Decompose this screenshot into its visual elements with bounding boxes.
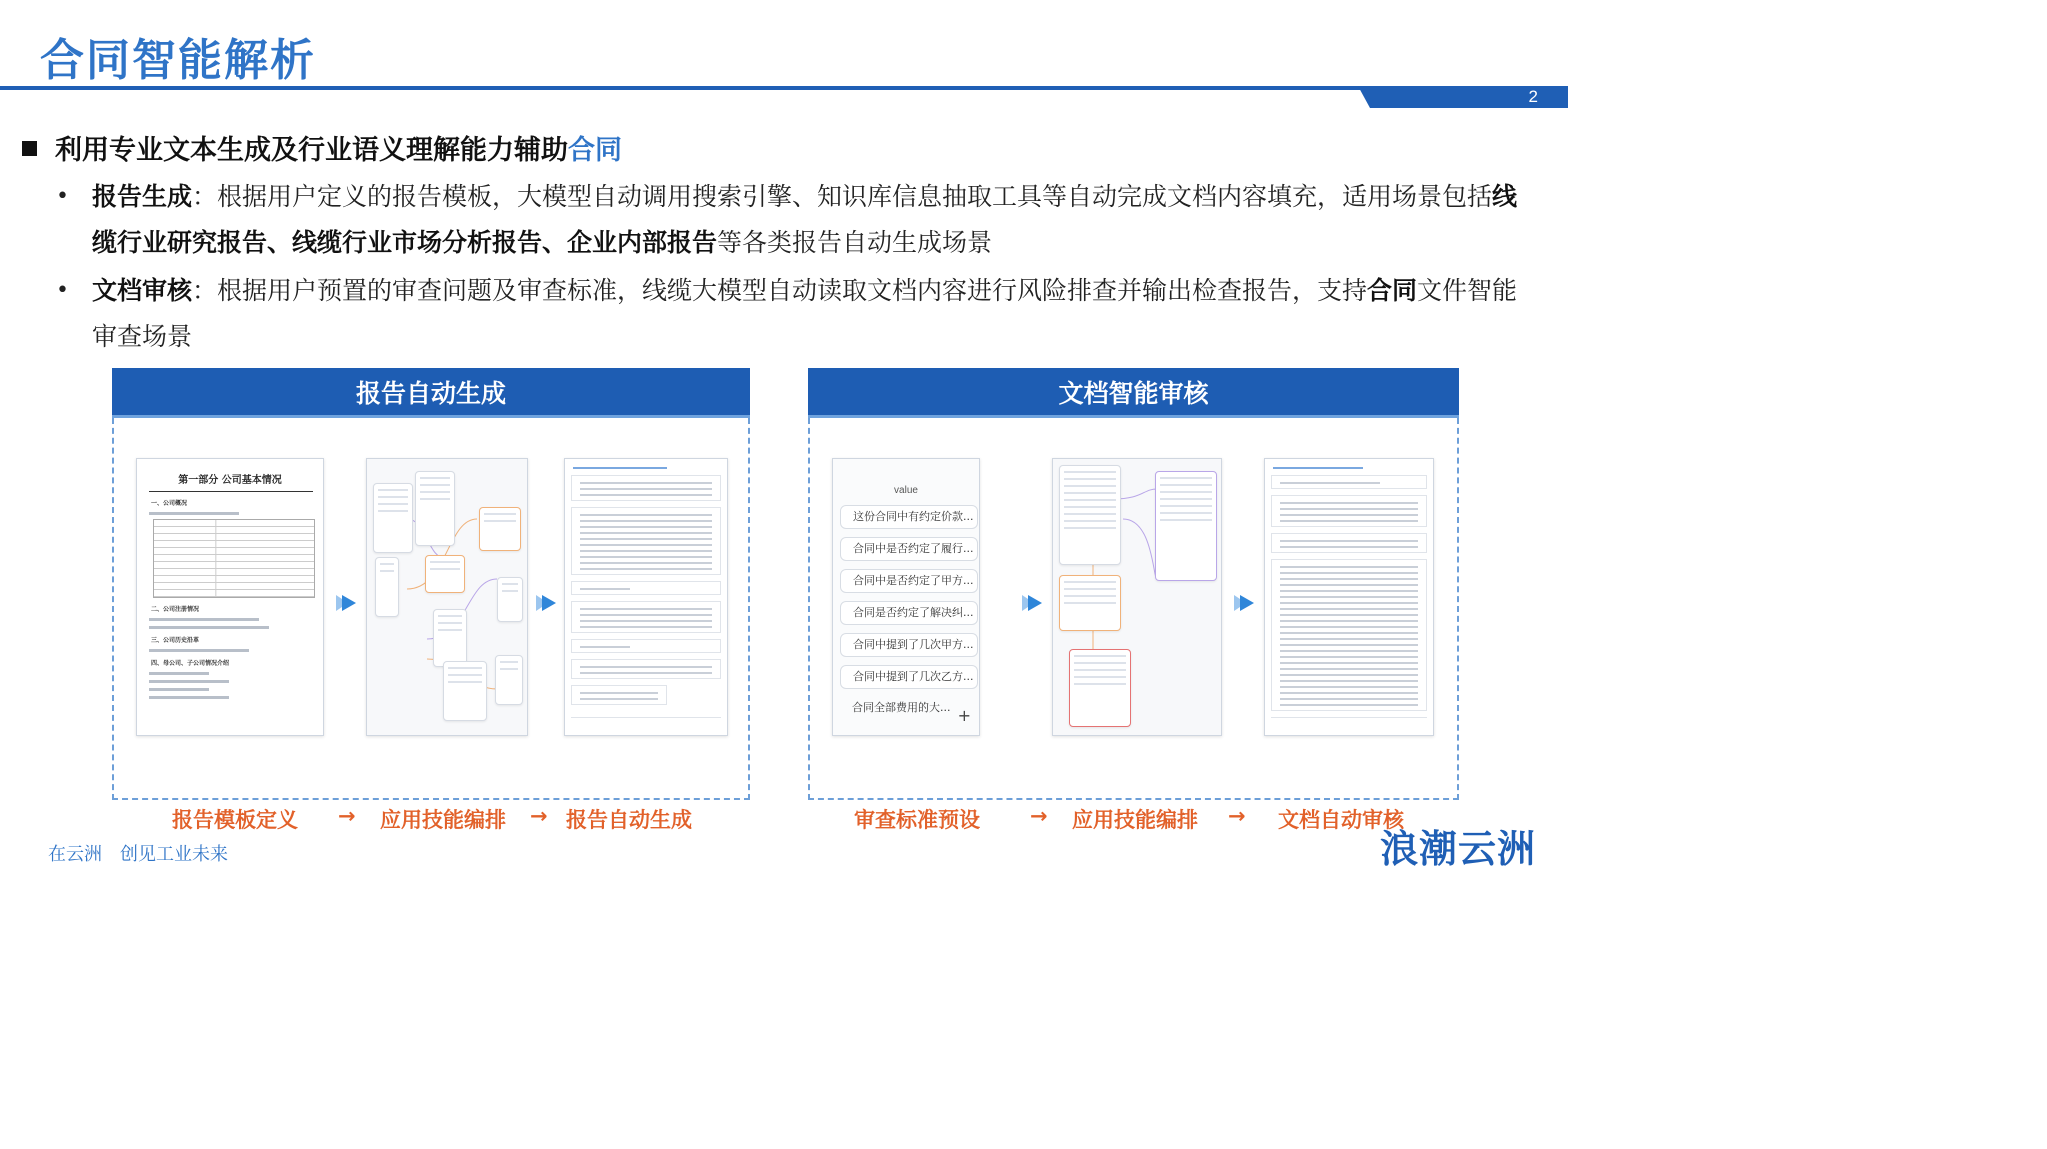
report-output-screenshot <box>564 458 728 736</box>
output-block <box>571 581 721 595</box>
flow-arrow-icon <box>1020 591 1044 615</box>
skill-orchestration-screenshot <box>1052 458 1222 736</box>
doc-table-row <box>154 562 314 569</box>
bullet-term: 报告生成 <box>92 182 193 211</box>
value-item[interactable]: 合同中提到了几次甲方... <box>840 633 978 657</box>
report-template-screenshot <box>136 458 324 736</box>
flow-node <box>1059 465 1121 565</box>
panel-body <box>112 418 750 832</box>
bullet-dot-icon: • <box>56 184 69 209</box>
bullet-bold: 线缆行业研究报告、线缆行业市场分析报告、企业内部报告 <box>92 182 1518 257</box>
page-number: 2 <box>1528 87 1538 106</box>
step-arrow: → <box>1030 804 1048 828</box>
section-heading <box>22 128 622 167</box>
flow-arrow-icon <box>1232 591 1256 615</box>
doc-table-row <box>154 548 314 555</box>
output-header-line <box>573 467 667 469</box>
slogan-part: 创见工业未来 <box>120 844 228 865</box>
skill-orchestration-screenshot <box>366 458 528 736</box>
flow-node <box>373 483 413 553</box>
flow-node <box>1155 471 1217 581</box>
output-block <box>571 475 721 501</box>
bullet-text-end: 等各类报告自动生成场景 <box>717 228 993 257</box>
flow-arrow-icon <box>334 591 358 615</box>
report-generation-panel <box>112 368 750 832</box>
panel-title: 文档智能审核 <box>808 368 1459 418</box>
panel-title: 报告自动生成 <box>112 368 750 418</box>
doc-text-line <box>149 696 229 699</box>
flow-node <box>425 555 465 593</box>
doc-text-line <box>149 688 209 691</box>
doc-text-line <box>149 680 229 683</box>
doc-table-row <box>154 527 314 534</box>
doc-table-row <box>154 520 314 527</box>
doc-title: 第一部分 公司基本情况 <box>178 475 282 486</box>
flow-node <box>1059 575 1121 631</box>
step-caption-2: 应用技能编排 <box>380 808 506 832</box>
output-block <box>571 601 721 633</box>
doc-text-line <box>149 626 269 629</box>
value-item[interactable]: 合同中是否约定了履行... <box>840 537 978 561</box>
footer-slogan <box>48 840 246 866</box>
doc-table-row <box>154 555 314 562</box>
add-icon[interactable]: + <box>957 706 971 725</box>
title-divider <box>0 86 1568 90</box>
output-block <box>571 639 721 653</box>
value-item[interactable]: 这份合同中有约定价款... <box>840 505 978 529</box>
bullet-report-generation <box>56 174 1532 266</box>
heading-text: 利用专业文本生成及行业语义理解能力辅助 <box>55 135 568 166</box>
document-review-panel <box>808 368 1459 832</box>
flow-node <box>495 655 523 705</box>
chat-input-bar <box>571 717 721 729</box>
value-item[interactable]: 合同是否约定了解决纠... <box>840 601 978 625</box>
doc-section: 一、公司概况 <box>151 500 188 507</box>
flow-node <box>1069 649 1131 727</box>
doc-table <box>153 519 315 598</box>
doc-section: 四、母公司、子公司情况介绍 <box>151 660 230 667</box>
value-item[interactable]: 合同中提到了几次乙方... <box>840 665 978 689</box>
panel-body <box>808 418 1459 832</box>
doc-text-line <box>149 672 209 675</box>
bullet-document-review <box>56 268 1532 360</box>
square-bullet-icon <box>22 141 37 156</box>
step-arrow: → <box>338 804 356 828</box>
output-block <box>1271 533 1427 553</box>
review-output-screenshot <box>1264 458 1434 736</box>
doc-text-line <box>149 618 259 621</box>
bullet-text: ：根据用户定义的报告模板，大模型自动调用搜索引擎、知识库信息抽取工具等自动完成文档内容填充，适用场景包括 <box>192 182 1493 211</box>
output-header-line <box>1273 467 1363 469</box>
doc-table-row <box>154 569 314 576</box>
doc-table-row <box>154 583 314 590</box>
doc-table-row <box>154 576 314 583</box>
slide-title: 合同智能解析 <box>40 35 316 86</box>
bullet-dot-icon: • <box>56 278 69 303</box>
flow-node <box>497 577 523 622</box>
bullet-text-end: 文件智能审查场景 <box>92 276 1518 351</box>
flow-node <box>375 557 399 617</box>
doc-table-row <box>154 541 314 548</box>
doc-text-line <box>149 649 249 652</box>
flow-node <box>479 507 521 551</box>
flow-arrow-icon <box>534 591 558 615</box>
flow-node <box>433 609 467 667</box>
step-arrow: → <box>530 804 548 828</box>
step-caption-3: 报告自动生成 <box>566 808 692 832</box>
flow-node <box>443 661 487 721</box>
doc-section: 三、公司历史沿革 <box>151 637 200 644</box>
value-header: value <box>894 485 918 496</box>
slogan-part: 在云洲 <box>48 844 102 865</box>
step-caption-2: 应用技能编排 <box>1072 808 1198 832</box>
step-arrow: → <box>1228 804 1246 828</box>
doc-section: 二、公司注册情况 <box>151 606 200 613</box>
doc-table-row <box>154 534 314 541</box>
value-item[interactable]: 合同全部费用的大... <box>852 701 951 714</box>
doc-rule <box>149 491 313 492</box>
step-caption-1: 审查标准预设 <box>854 808 980 832</box>
output-block <box>571 507 721 575</box>
bullet-term: 文档审核 <box>92 276 193 305</box>
heading-highlight: 合同 <box>568 135 622 166</box>
output-block <box>1271 495 1427 527</box>
step-caption-3: 文档自动审核 <box>1278 808 1404 832</box>
bullet-text: ：根据用户预置的审查问题及审查标准，线缆大模型自动读取文档内容进行风险排查并输出检查报告，支持 <box>192 276 1368 305</box>
doc-text-line <box>149 512 239 515</box>
brand-logo: 浪潮云洲 <box>1379 827 1536 871</box>
output-attachment <box>571 685 667 705</box>
flow-node <box>415 471 455 546</box>
step-caption-1: 报告模板定义 <box>172 808 298 832</box>
doc-table-row <box>154 590 314 597</box>
output-block <box>1271 559 1427 711</box>
output-block <box>1271 475 1427 489</box>
bullet-bold: 合同 <box>1367 276 1418 305</box>
chat-input-bar <box>1271 717 1427 729</box>
value-item[interactable]: 合同中是否约定了甲方... <box>840 569 978 593</box>
output-block <box>571 659 721 679</box>
review-criteria-screenshot <box>832 458 980 736</box>
